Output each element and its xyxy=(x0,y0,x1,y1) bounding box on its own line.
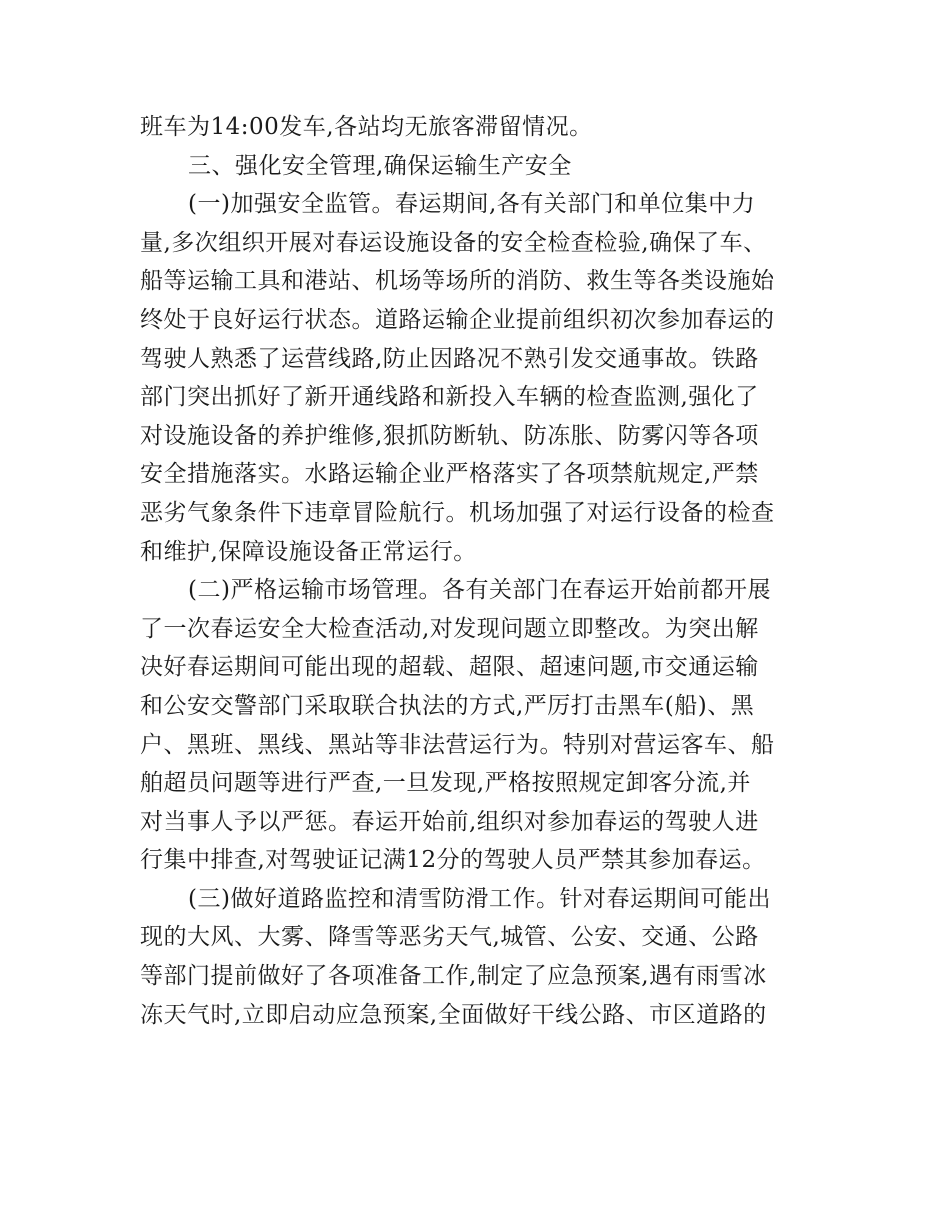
text-line: 班车为14:00发车,各站均无旅客滞留情况。 xyxy=(140,114,593,140)
text-line: 安全措施落实。水路运输企业严格落实了各项禁航规定,严禁 xyxy=(140,461,759,488)
text-line: 行集中排查,对驾驶证记满12分的驾驶人员严禁其参加春运。 xyxy=(140,847,766,874)
document-body xyxy=(140,108,830,1034)
text-line: 了一次春运安全大检查活动,对发现问题立即整改。为突出解 xyxy=(140,615,759,642)
text-line: 和维护,保障设施设备正常运行。 xyxy=(140,538,477,565)
text-line: 对设施设备的养护维修,狠抓防断轨、防冻胀、防雾闪等各项 xyxy=(140,422,759,449)
text-line: 户、黑班、黑线、黑站等非法营运行为。特别对营运客车、船 xyxy=(140,731,775,758)
text-line: 船等运输工具和港站、机场等场所的消防、救生等各类设施始 xyxy=(140,268,775,295)
text-line: 量,多次组织开展对春运设施设备的安全检查检验,确保了车、 xyxy=(140,229,767,256)
text-line: 冻天气时,立即启动应急预案,全面做好干线公路、市区道路的 xyxy=(140,1001,767,1028)
text-line: 恶劣气象条件下违章冒险航行。机场加强了对运行设备的检查 xyxy=(140,499,775,526)
text-line: (一)加强安全监管。春运期间,各有关部门和单位集中力 xyxy=(188,191,756,218)
text-line: 等部门提前做好了各项准备工作,制定了应急预案,遇有雨雪冰 xyxy=(140,963,767,990)
text-line: 部门突出抓好了新开通线路和新投入车辆的检查监测,强化了 xyxy=(140,384,759,411)
text-line: 和公安交警部门采取联合执法的方式,严厉打击黑车(船)、黑 xyxy=(140,692,755,719)
text-line: 驾驶人熟悉了运营线路,防止因路况不熟引发交通事故。铁路 xyxy=(140,345,759,372)
text-line: 对当事人予以严惩。春运开始前,组织对参加春运的驾驶人进 xyxy=(140,808,759,835)
text-line: 终处于良好运行状态。道路运输企业提前组织初次参加春运的 xyxy=(140,306,775,333)
text-line: (三)做好道路监控和清雪防滑工作。针对春运期间可能出 xyxy=(188,885,771,912)
text-line: 三、强化安全管理,确保运输生产安全 xyxy=(188,152,572,179)
text-line: (二)严格运输市场管理。各有关部门在春运开始前都开展 xyxy=(188,577,771,604)
text-line: 舶超员问题等进行严查,一旦发现,严格按照规定卸客分流,并 xyxy=(140,770,751,797)
text-line: 决好春运期间可能出现的超载、超限、超速问题,市交通运输 xyxy=(140,654,759,681)
text-line: 现的大风、大雾、降雪等恶劣天气,城管、公安、交通、公路 xyxy=(140,924,759,951)
